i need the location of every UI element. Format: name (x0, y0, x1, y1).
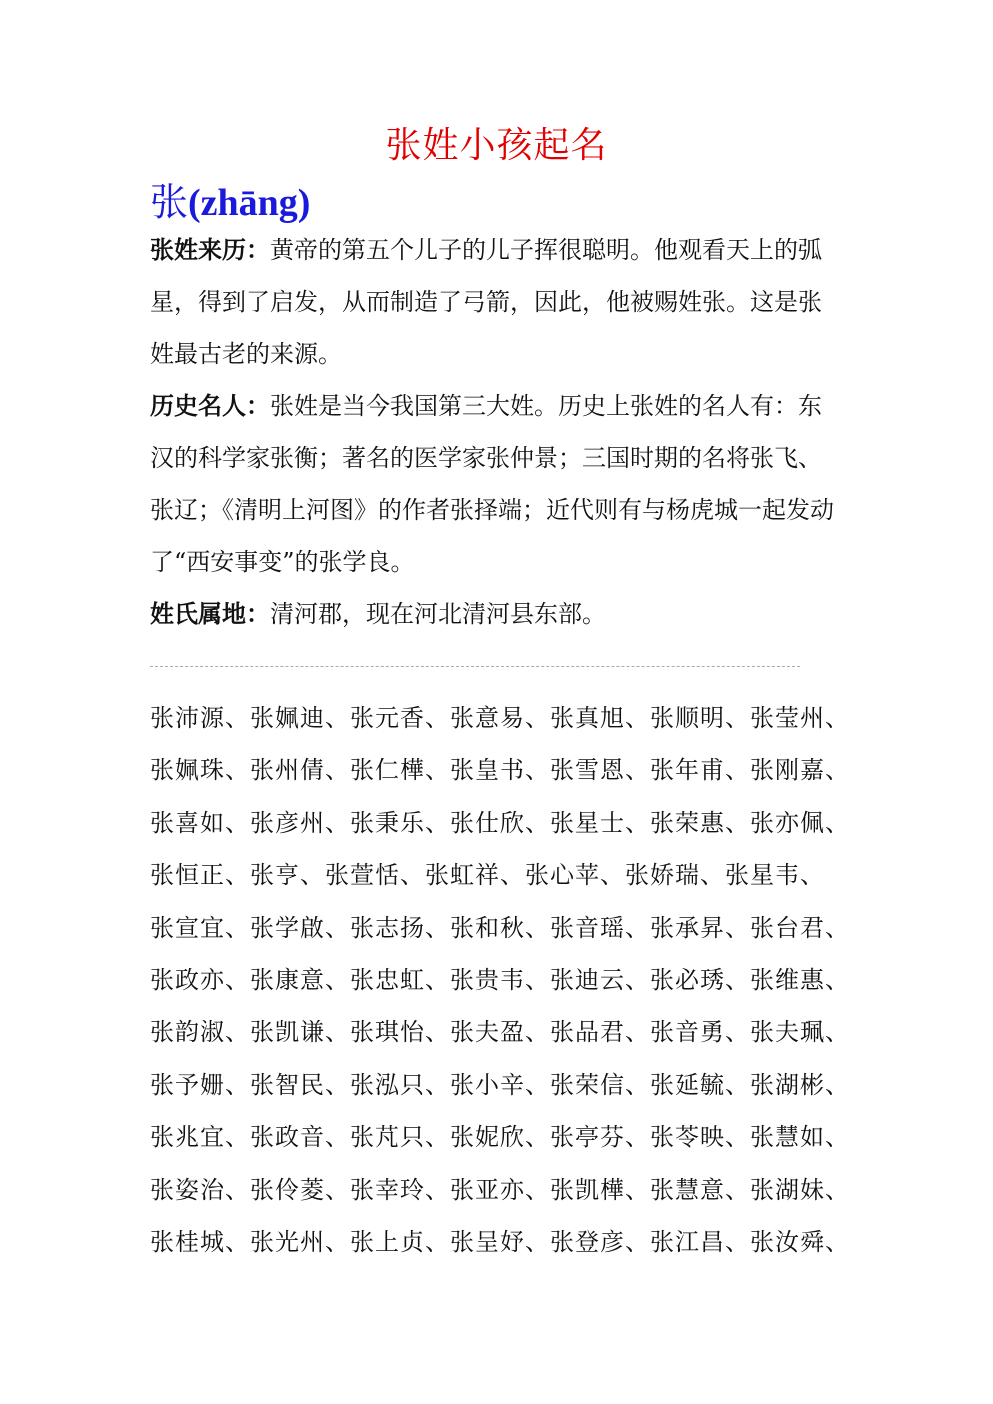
name-row: 张喜如、张彦州、张秉乐、张仕欣、张星士、张荣惠、张亦佩、 (150, 808, 850, 837)
name-row: 张兆宜、张政音、张芃只、张妮欣、张亭芬、张苓映、张慧如、 (150, 1123, 850, 1152)
famous-people-paragraph (150, 380, 840, 588)
surname-pinyin: (zhāng) (188, 182, 311, 224)
name-row: 张姵珠、张州倩、张仁樺、张皇书、张雪恩、张年甫、张刚嘉、 (150, 756, 850, 785)
name-list (150, 692, 850, 1268)
surname-char: 张 (150, 180, 189, 224)
territory-text: 清河郡，现在河北清河县东部。 (270, 600, 606, 628)
origin-paragraph (150, 224, 840, 380)
page-title: 张姓小孩起名 (385, 125, 608, 166)
origin-label: 张姓来历： (150, 235, 270, 264)
name-row: 张恒正、张亨、张萱恬、张虹祥、张心苹、张娇瑞、张星韦、 (150, 861, 825, 890)
famous-people-label: 历史名人： (150, 391, 270, 420)
name-row: 张予姗、张智民、张泓只、张小辛、张荣信、张延毓、张湖彬、 (150, 1070, 850, 1099)
name-row: 张政亦、张康意、张忠虹、张贵韦、张迪云、张必琇、张维惠、 (150, 965, 850, 994)
name-row: 张姿治、张伶菱、张幸玲、张亚亦、张凯樺、张慧意、张湖妹、 (150, 1175, 850, 1204)
surname-heading (150, 176, 310, 229)
territory-paragraph (150, 588, 840, 640)
name-row: 张宣宜、张学啟、张志扬、张和秋、张音瑶、张承昇、张台君、 (150, 913, 850, 942)
dashed-divider (150, 666, 800, 667)
name-row: 张桂城、张光州、张上贞、张呈妤、张登彦、张江昌、张汝舜、 (150, 1227, 850, 1256)
famous-people-text: 张姓是当今我国第三大姓。历史上张姓的名人有：东汉的科学家张衡；著名的医学家张仲景；三国时期的名将张飞、张辽；《清明上河图》的作者张择端；近代则有与杨虎城一起发动了“西安事变”的张学良。 (150, 392, 834, 576)
name-row: 张韵淑、张凯谦、张琪怡、张夫盈、张品君、张音勇、张夫珮、 (150, 1018, 850, 1047)
origin-text: 黄帝的第五个儿子的儿子挥很聪明。他观看天上的弧星，得到了启发，从而制造了弓箭，因此，他被赐姓张。这是张姓最古老的来源。 (150, 236, 822, 368)
name-row: 张沛源、张姵迪、张元香、张意易、张真旭、张顺明、张莹州、 (150, 704, 850, 732)
territory-label: 姓氏属地： (150, 599, 270, 628)
